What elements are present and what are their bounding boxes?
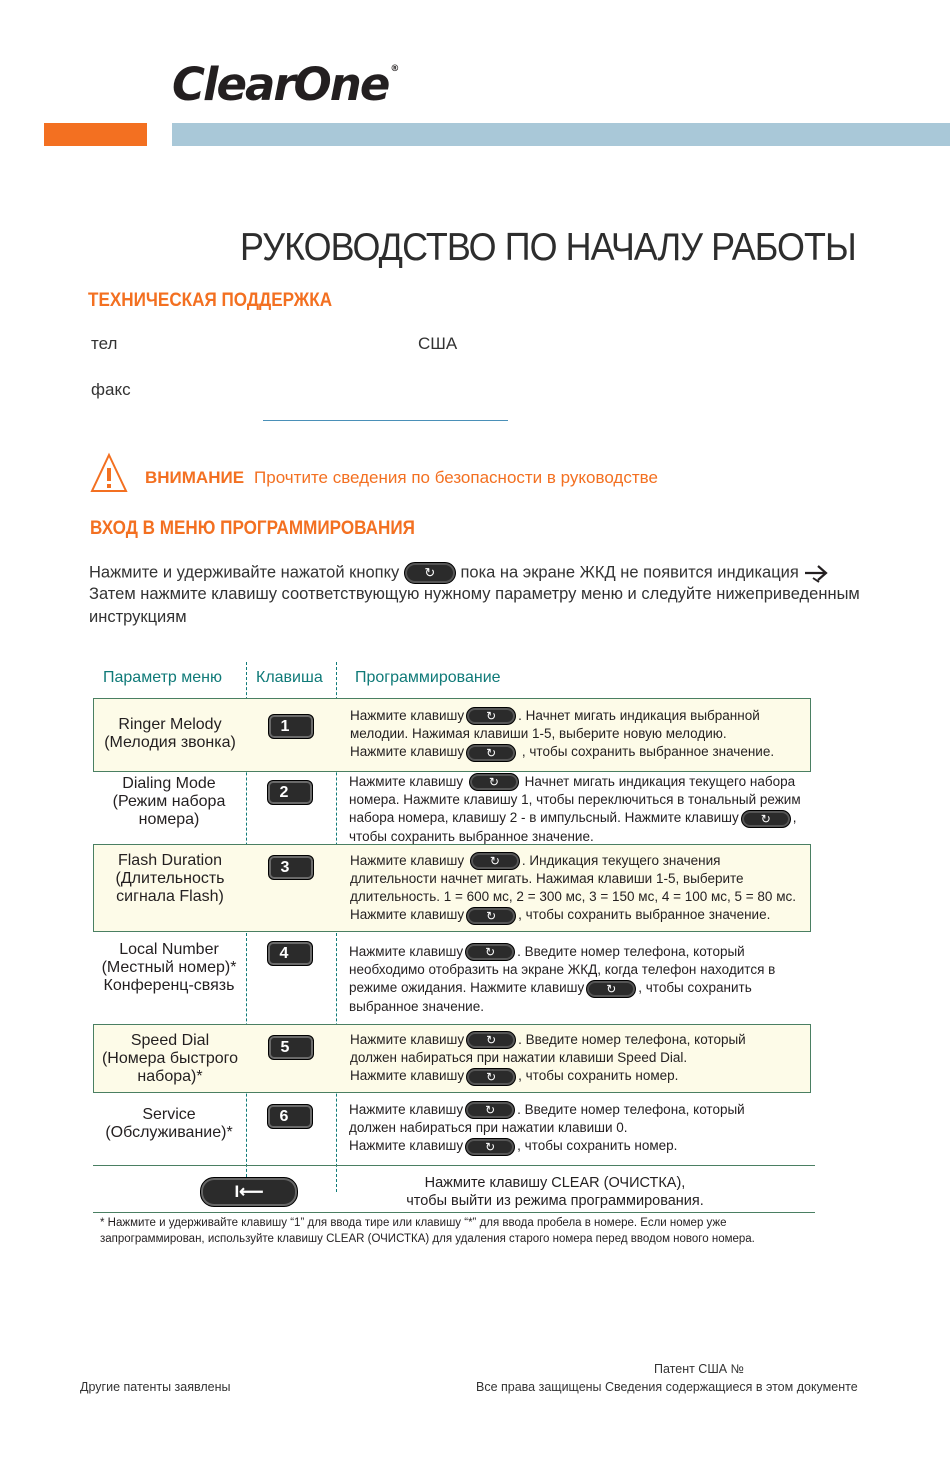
menu-parameter-line: Dialing Mode xyxy=(122,775,216,792)
menu-key-button: ↻ xyxy=(466,744,516,762)
menu-heading: ВХОД В МЕНЮ ПРОГРАММИРОВАНИЯ xyxy=(90,518,415,539)
warning-icon xyxy=(90,452,128,494)
instruction-line xyxy=(349,791,801,809)
menu-key-button: ↻ xyxy=(466,907,516,925)
table-row xyxy=(93,1024,811,1093)
instruction-text: Нажмите клавишу xyxy=(350,744,465,760)
menu-parameter-line: (Местный номер)* xyxy=(101,959,237,976)
programming-instructions xyxy=(350,707,774,762)
col-header-menu: Параметр меню xyxy=(103,669,222,686)
table-row xyxy=(93,1094,811,1164)
instruction-text: , чтобы сохранить выбранное значение. xyxy=(518,744,775,760)
instruction-text: должен набираться при нажатии клавиши Speed Dial. xyxy=(350,1050,688,1066)
instruction-text: номера. Нажмите клавишу 1, чтобы переключиться в тональный режим xyxy=(349,792,801,808)
menu-parameter-line: Flash Duration xyxy=(117,852,223,869)
warning-message: Прочтите сведения по безопасности в руководстве xyxy=(254,468,658,487)
menu-parameter xyxy=(94,716,246,752)
menu-parameter-line: Local Number xyxy=(119,941,219,958)
instruction-line xyxy=(349,1137,745,1155)
page-title: РУКОВОДСТВО ПО НАЧАЛУ РАБОТЫ xyxy=(240,226,856,269)
instruction-line xyxy=(350,888,796,906)
clear-key: I⟵ xyxy=(200,1177,298,1207)
instruction-text: Нажмите клавишу xyxy=(349,1102,464,1117)
menu-parameter-line: набора)* xyxy=(137,1068,203,1085)
instruction-text: . Введите номер телефона, который xyxy=(517,944,745,959)
instruction-text: . Введите номер телефона, который xyxy=(518,1032,746,1047)
footer-rights: Все права защищены Сведения содержащиеся в этом документе xyxy=(476,1380,858,1394)
number-key-3: 3 xyxy=(268,855,314,880)
programming-instructions xyxy=(350,1031,746,1086)
intro-text-b: пока на экране ЖКД не появится индикация xyxy=(460,563,799,582)
instruction-text: Нажмите клавишу xyxy=(350,907,465,923)
menu-parameter-line: (Обслуживание)* xyxy=(105,1124,233,1141)
instruction-text: Нажмите клавишу xyxy=(349,944,464,959)
instruction-line xyxy=(349,979,775,997)
orange-header-bar xyxy=(44,123,147,146)
instruction-line xyxy=(350,1067,746,1085)
instruction-line xyxy=(350,1049,746,1067)
menu-key-button: ↻ xyxy=(741,810,791,828)
instruction-text: чтобы сохранить выбранное значение. xyxy=(349,828,594,844)
instruction-line xyxy=(350,870,796,888)
intro-text-a: Нажмите и удерживайте нажатой кнопку xyxy=(89,563,400,582)
number-key-6: 6 xyxy=(267,1104,313,1129)
warning-text xyxy=(145,468,658,488)
instruction-text: , чтобы сохранить выбранное значение. xyxy=(518,907,771,923)
footnote-line-2: запрограммирован, используйте клавишу CLEAR (ОЧИСТКА) для удаления старого номера перед вводом нового номера. xyxy=(100,1233,755,1245)
programming-instructions xyxy=(350,852,796,925)
instruction-text: мелодии. Нажимая клавиши 1-5, выберите новую мелодию. xyxy=(350,726,727,742)
instruction-text: режиме ожидания. Нажмите клавишу xyxy=(349,980,585,996)
clear-line-1: Нажмите клавишу CLEAR (ОЧИСТКА), xyxy=(424,1175,686,1191)
clear-line-2: чтобы выйти из режима программирования. xyxy=(406,1193,704,1209)
menu-key-button: ↻ xyxy=(469,773,519,791)
programming-instructions xyxy=(349,773,801,846)
menu-parameter xyxy=(93,1106,245,1142)
country-label: США xyxy=(418,334,458,353)
instruction-line xyxy=(349,773,801,791)
support-heading: ТЕХНИЧЕСКАЯ ПОДДЕРЖКА xyxy=(88,290,333,311)
menu-key-button: ↻ xyxy=(466,1031,516,1049)
instruction-text: Нажмите клавишу xyxy=(349,1138,464,1154)
instruction-text: , чтобы сохранить xyxy=(638,980,752,996)
instruction-line xyxy=(350,1031,746,1049)
menu-parameter-line: Speed Dial xyxy=(130,1032,210,1049)
intro-line-3: инструкциям xyxy=(89,608,187,626)
instruction-text: , чтобы сохранить номер. xyxy=(517,1138,678,1154)
instruction-text: . Индикация текущего значения xyxy=(521,853,721,868)
programming-instructions xyxy=(349,943,775,1016)
instruction-text: длительность. 1 = 600 мс, 2 = 300 мс, 3 = 150 мс, 4 = 100 мс, 5 = 80 мс. xyxy=(350,889,796,905)
fax-label: факс xyxy=(91,380,131,399)
menu-key-button: ↻ xyxy=(465,1138,515,1156)
phone-label: тел xyxy=(91,334,118,353)
menu-key-button: ↻ xyxy=(586,980,636,998)
footnote xyxy=(100,1215,755,1247)
instruction-line xyxy=(349,1101,745,1119)
clearone-logo: ClearOne ® xyxy=(172,58,400,111)
email-underline xyxy=(263,420,508,421)
instruction-text: . Начнет мигать индикация выбранной xyxy=(518,708,760,723)
instruction-line xyxy=(350,707,774,725)
instruction-text: набора номера, клавишу 2 - в импульсный. Нажмите клавишу xyxy=(349,810,739,826)
number-key-4: 4 xyxy=(267,941,313,966)
instruction-line xyxy=(349,998,775,1016)
menu-parameter-line: номера) xyxy=(138,811,200,828)
menu-parameter-line: (Длительность xyxy=(115,870,225,887)
number-key-1: 1 xyxy=(268,714,314,739)
menu-parameter xyxy=(94,852,246,906)
menu-parameter xyxy=(93,775,245,829)
table-row xyxy=(93,933,811,1023)
instruction-text: должен набираться при нажатии клавиши 0. xyxy=(349,1120,628,1136)
table-divider xyxy=(93,1212,815,1213)
instruction-line xyxy=(350,852,796,870)
instruction-text: длительности начнет мигать. Нажимая клавиши 1-5, выберите xyxy=(350,871,744,887)
menu-key-button: ↻ xyxy=(465,943,515,961)
table-row xyxy=(93,772,811,842)
menu-parameter xyxy=(93,941,245,995)
blue-header-bar xyxy=(172,123,950,146)
instruction-line xyxy=(350,743,774,761)
instruction-text: Нажмите клавишу xyxy=(349,774,467,789)
number-key-5: 5 xyxy=(268,1035,314,1060)
menu-parameter-line: (Режим набора xyxy=(112,793,226,810)
menu-key-button: ↻ xyxy=(466,1068,516,1086)
menu-key-button: ↻ xyxy=(470,852,520,870)
instruction-text: Нажмите клавишу xyxy=(350,708,465,723)
instruction-text: необходимо отобразить на экране ЖКД, когда телефон находится в xyxy=(349,962,776,978)
instruction-line xyxy=(349,943,775,961)
menu-parameter-line: (Мелодия звонка) xyxy=(104,734,236,751)
menu-parameter-line: Ringer Melody xyxy=(118,716,222,733)
menu-key-button: ↻ xyxy=(404,562,456,584)
menu-parameter-line: (Номера быстрого xyxy=(101,1050,239,1067)
col-header-key: Клавиша xyxy=(256,669,323,686)
table-row xyxy=(93,844,811,932)
warning-label: ВНИМАНИЕ xyxy=(145,468,245,487)
menu-parameter-line: сигнала Flash) xyxy=(116,888,224,905)
enter-arrow-icon xyxy=(803,563,831,583)
menu-key-button: ↻ xyxy=(465,1101,515,1119)
instruction-text: , xyxy=(792,810,797,826)
instruction-text: Нажмите клавишу xyxy=(350,1032,465,1047)
menu-parameter xyxy=(94,1032,246,1086)
instruction-line xyxy=(349,1119,745,1137)
menu-key-button: ↻ xyxy=(466,707,516,725)
instruction-line xyxy=(350,725,774,743)
instruction-text: Начнет мигать индикация текущего набора xyxy=(520,774,796,789)
menu-parameter-line: Service xyxy=(142,1106,196,1123)
instruction-text: . Введите номер телефона, который xyxy=(517,1102,745,1117)
instruction-text: , чтобы сохранить номер. xyxy=(518,1068,679,1084)
footnote-line-1: * Нажмите и удерживайте клавишу “1” для ввода тире или клавишу “*” для ввода пробела в номере. Если номер уже xyxy=(100,1217,727,1229)
instruction-text: выбранное значение. xyxy=(349,998,484,1014)
instruction-line xyxy=(349,961,775,979)
programming-instructions xyxy=(349,1101,745,1156)
instruction-text: Нажмите клавишу xyxy=(350,1068,465,1084)
instruction-text: Нажмите клавишу xyxy=(350,853,468,868)
table-divider xyxy=(93,1165,815,1166)
intro-line-1 xyxy=(89,562,831,584)
intro-line-2: Затем нажмите клавишу соответствующую нужному параметру меню и следуйте нижеприведенным xyxy=(89,585,860,603)
instruction-line xyxy=(350,906,796,924)
instruction-line xyxy=(349,809,801,827)
footer-patent: Патент США № xyxy=(654,1362,745,1376)
footer-patents-pending: Другие патенты заявлены xyxy=(80,1380,231,1394)
clear-instructions xyxy=(350,1174,760,1210)
col-header-programming: Программирование xyxy=(355,669,501,686)
number-key-2: 2 xyxy=(267,780,313,805)
menu-parameter-line: Конференц-связь xyxy=(103,977,235,994)
table-row xyxy=(93,698,811,772)
